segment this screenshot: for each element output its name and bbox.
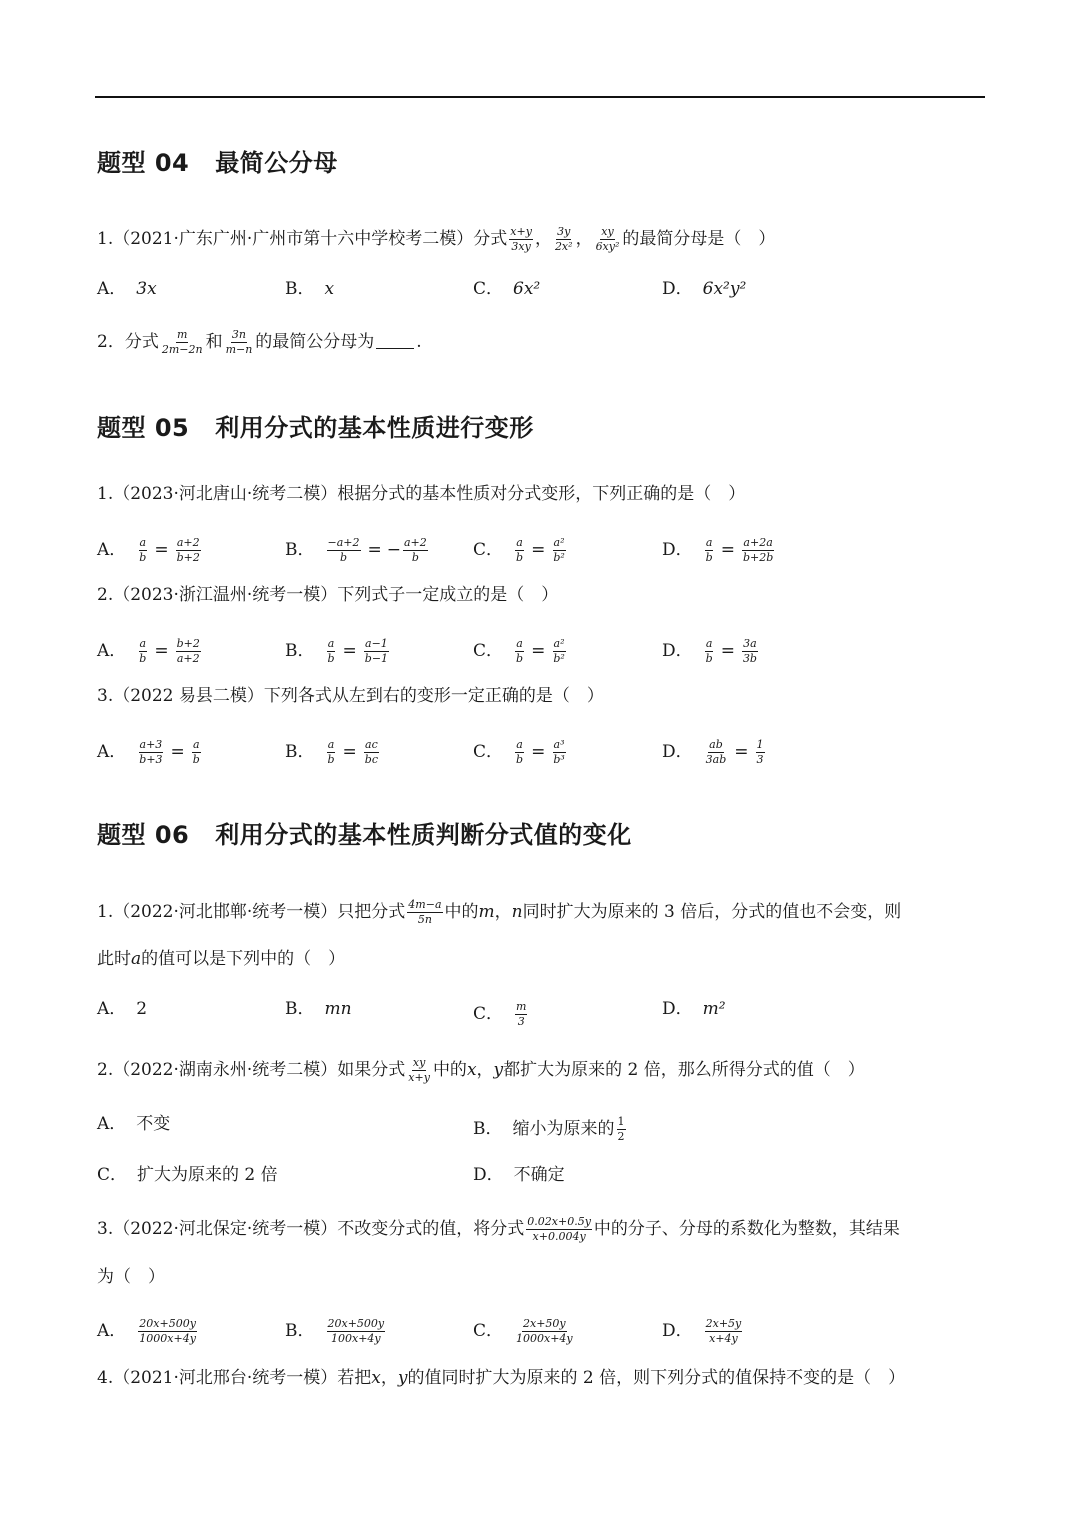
option-b: B． 缩小为原来的 $\frac{1}{2}$	[473, 1115, 625, 1143]
option-d: D． $\frac{a}{b}$ = $\frac{a+2a}{b+2b}$	[662, 536, 774, 564]
option-c: C． $\frac{2x+50y}{1000x+4y}$	[473, 1317, 573, 1345]
option-a: A． $\frac{20x+500y}{1000x+4y}$	[97, 1317, 196, 1345]
option-c: C． $\frac{a}{b}$ = $\frac{\text{a²}}{\text{b²}}$	[473, 536, 565, 564]
question-s6-3-cont: 为（ ）	[97, 1267, 165, 1287]
option-c: C． $\frac{a}{b}$ = $\frac{\text{a²}}{\text{b²}}$	[473, 637, 565, 665]
question-s6-1-cont: 此时 a 的值可以是下列中的（ ）	[97, 949, 346, 969]
fraction: $\frac{3n}{m-n}$	[225, 328, 253, 356]
question-s5-3: 3.（2022 易县二模）下列各式从左到右的变形一定正确的是（ ）	[97, 686, 604, 706]
option-a: A． 3x	[97, 279, 157, 299]
option-c: C． $\frac{m}{3}$	[473, 1000, 527, 1028]
question-s4-1: 1.（2021·广东广州·广州市第十六中学校考二模）分式 $\frac{x+y}{3xy}$ ， $\frac{3y}{\text{2x²}}$ ， $\frac{xy}{\text{6xy²}}$ 的最简分母是（ ）	[97, 225, 776, 253]
option-a: A． 2	[97, 999, 148, 1019]
question-s6-4: 4.（2021·河北邢台·统考一模）若把 x ， y 的值同时扩大为原来的 2 倍，则下列分式的值保持不变的是（ ）	[97, 1368, 906, 1388]
question-s5-2: 2.（2023·浙江温州·统考一模）下列式子一定成立的是（ ）	[97, 585, 559, 605]
option-a: A． $\frac{a+3}{b+3}$ = $\frac{a}{b}$	[97, 738, 200, 766]
question-s6-2: 2.（2022·湖南永州·统考二模）如果分式 $\frac{xy}{x+y}$ 中的 x ， y 都扩大为原来的 2 倍，那么所得分式的值（ ）	[97, 1056, 865, 1084]
answer-blank	[376, 336, 414, 349]
section-heading-04: 题型 04 最简公分母	[97, 149, 338, 177]
question-s4-2: 2．分式 $\frac{m}{2m-2n}$ 和 $\frac{3n}{m-n}$ 的最简公分母为 .	[97, 328, 422, 356]
option-b: B． mn	[285, 999, 352, 1019]
option-a: A． $\frac{a}{b}$ = $\frac{b+2}{a+2}$	[97, 637, 200, 665]
option-c: C． $\frac{a}{b}$ = $\frac{\text{a³}}{\text{b³}}$	[473, 738, 565, 766]
fraction: $\frac{m}{2m-2n}$	[161, 328, 203, 356]
option-d: D． 6x²y²	[662, 279, 747, 299]
fraction: $\frac{3y}{\text{2x²}}$	[554, 225, 573, 253]
fraction: $\frac{xy}{x+y}$	[408, 1056, 430, 1084]
question-s6-3: 3.（2022·河北保定·统考一模）不改变分式的值，将分式 $\frac{0.02x+0.5y}{x+0.004y}$ 中的分子、分母的系数化为整数，其结果	[97, 1215, 900, 1243]
fraction: $\frac{x+y}{3xy}$	[510, 225, 532, 253]
question-s5-1: 1.（2023·河北唐山·统考二模）根据分式的基本性质对分式变形，下列正确的是（ ）	[97, 484, 746, 504]
option-d: D． $\frac{a}{b}$ = $\frac{3a}{3b}$	[662, 637, 757, 665]
option-a: A． $\frac{a}{b}$ = $\frac{a+2}{b+2}$	[97, 536, 200, 564]
option-c: C． 6x²	[473, 279, 541, 299]
question-s6-1: 1.（2022·河北邯郸·统考一模）只把分式 $\frac{4m-a}{5n}$ 中的 m ， n 同时扩大为原来的 3 倍后，分式的值也不会变，则	[97, 898, 902, 926]
option-b: B． x	[285, 279, 335, 299]
fraction: $\frac{0.02x+0.5y}{x+0.004y}$	[527, 1215, 591, 1243]
header-rule	[95, 96, 985, 98]
option-b: B． $\frac{a}{b}$ = $\frac{ac}{bc}$	[285, 738, 378, 766]
fraction: $\frac{xy}{\text{6xy²}}$	[595, 225, 620, 253]
option-b: B． $\frac{-a+2}{b}$ = − $\frac{a+2}{b}$	[285, 536, 427, 564]
option-d: D． $\frac{ab}{3ab}$ = $\frac{1}{3}$	[662, 738, 764, 766]
section-heading-06: 题型 06 利用分式的基本性质判断分式值的变化	[97, 821, 632, 849]
section-heading-05: 题型 05 利用分式的基本性质进行变形	[97, 414, 534, 442]
option-c: C． 扩大为原来的 2 倍	[97, 1165, 278, 1185]
option-d: D． m²	[662, 999, 726, 1019]
fraction: $\frac{4m-a}{5n}$	[408, 898, 442, 926]
option-a: A． 不变	[97, 1114, 171, 1134]
option-b: B． $\frac{20x+500y}{100x+4y}$	[285, 1317, 385, 1345]
option-d: D． $\frac{2x+5y}{x+4y}$	[662, 1317, 742, 1345]
option-b: B． $\frac{a}{b}$ = $\frac{a-1}{b-1}$	[285, 637, 389, 665]
option-d: D． 不确定	[473, 1165, 565, 1185]
